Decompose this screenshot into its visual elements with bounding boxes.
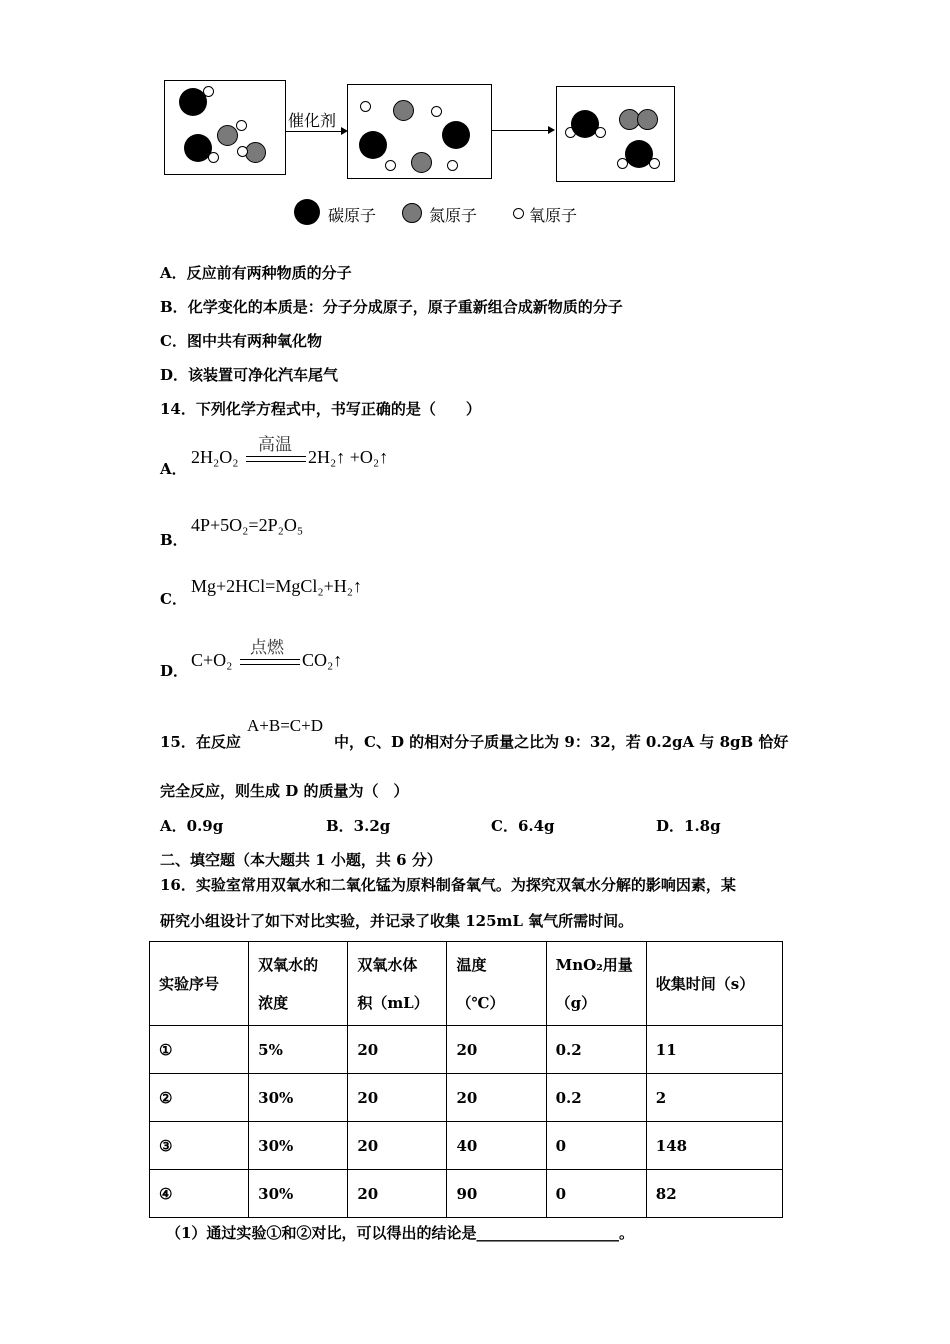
q14-option-a-letter: A． — [160, 460, 187, 478]
table-cell: 5% — [249, 1026, 348, 1074]
table-header-row — [150, 942, 783, 1026]
catalyst-label: 催化剂 — [288, 111, 337, 130]
legend-oxygen-label: 氧原子 — [529, 206, 578, 225]
table-cell: 20 — [447, 1074, 546, 1122]
q13-option-c: C．图中共有两种氧化物 — [160, 332, 322, 350]
section-heading: 二、填空题（本大题共 1 小题，共 6 分） — [160, 851, 442, 869]
table-cell: 90 — [447, 1170, 546, 1218]
q15-reaction: A+B=C+D — [247, 716, 323, 735]
table-cell: 20 — [447, 1026, 546, 1074]
table-row — [150, 1170, 783, 1218]
double-line — [246, 456, 306, 462]
q14-option-b-equation: 4P+5O₂=2P₂O₅ — [191, 515, 304, 535]
arrow-head-icon — [548, 126, 555, 134]
q13-option-b: B．化学变化的本质是：分子分成原子，原子重新组合成新物质的分子 — [160, 298, 623, 316]
table-cell: ① — [150, 1026, 249, 1074]
table-cell: 30% — [249, 1170, 348, 1218]
q15-option-a: A．0.9g — [160, 817, 224, 835]
table-cell: 20 — [348, 1026, 447, 1074]
q13-option-a: A．反应前有两种物质的分子 — [160, 264, 352, 282]
oxygen-atom — [236, 120, 247, 131]
q14-option-d-letter: D． — [160, 662, 189, 680]
header-cell: 双氧水体 积（mL） — [348, 942, 447, 1026]
q14-option-a-right: 2H₂↑ +O₂↑ — [308, 447, 389, 467]
oxygen-atom — [385, 160, 396, 171]
table-cell: 30% — [249, 1074, 348, 1122]
oxygen-atom — [649, 158, 660, 169]
table-cell: ③ — [150, 1122, 249, 1170]
q16-line2: 研究小组设计了如下对比实验，并记录了收集 125mL 氧气所需时间。 — [160, 912, 634, 930]
table-cell: 40 — [447, 1122, 546, 1170]
q15-post: 中，C、D 的相对分子质量之比为 9：32，若 0.2gA 与 8gB 恰好 — [334, 733, 789, 751]
table-cell: 0 — [546, 1170, 646, 1218]
q15-option-c: C．6.4g — [491, 817, 555, 835]
header-cell: 收集时间（s） — [646, 942, 782, 1026]
q14-option-d-left: C+O₂ — [191, 650, 233, 670]
oxygen-atom — [237, 146, 248, 157]
q15-line2: 完全反应，则生成 D 的质量为（ ） — [160, 782, 409, 800]
table-cell: 0 — [546, 1122, 646, 1170]
header-cell: 双氧水的 浓度 — [249, 942, 348, 1026]
q14-option-a-condition: 高温 — [258, 435, 292, 455]
table-row — [150, 1122, 783, 1170]
legend-carbon-icon — [294, 199, 320, 225]
legend-carbon-label: 碳原子 — [328, 206, 377, 225]
carbon-atom — [442, 121, 470, 149]
q14-option-c-equation: Mg+2HCl=MgCl₂+H₂↑ — [191, 576, 363, 596]
legend-nitrogen-icon — [402, 203, 422, 223]
product-box — [556, 86, 675, 182]
q14-option-c-letter: C． — [160, 590, 187, 608]
atoms-box — [347, 84, 492, 179]
q14-option-d-condition: 点燃 — [250, 638, 284, 658]
oxygen-atom — [447, 160, 458, 171]
oxygen-atom — [360, 101, 371, 112]
table-cell: ④ — [150, 1170, 249, 1218]
q14-option-d-right: CO₂↑ — [302, 650, 343, 670]
legend-nitrogen-label: 氮原子 — [429, 206, 478, 225]
nitrogen-atom — [245, 142, 266, 163]
header-cell: MnO₂用量 （g） — [546, 942, 646, 1026]
oxygen-atom — [203, 86, 214, 97]
nitrogen-atom — [217, 125, 238, 146]
carbon-atom — [359, 131, 387, 159]
q16-line1: 16．实验室常用双氧水和二氧化锰为原料制备氧气。为探究双氧水分解的影响因素，某 — [160, 876, 736, 894]
q14-stem: 14．下列化学方程式中，书写正确的是（ ） — [160, 400, 481, 418]
table-row — [150, 1026, 783, 1074]
table-cell: 0.2 — [546, 1074, 646, 1122]
table-cell: 2 — [646, 1074, 782, 1122]
header-cell: 温度 （℃） — [447, 942, 546, 1026]
q16-subquestion-1: （1）通过实验①和②对比，可以得出的结论是___________________。 — [166, 1224, 634, 1242]
q15-option-b: B．3.2g — [326, 817, 391, 835]
table-cell: 20 — [348, 1170, 447, 1218]
table-cell: 20 — [348, 1122, 447, 1170]
reactant-box — [164, 80, 286, 175]
table-cell: ② — [150, 1074, 249, 1122]
oxygen-atom — [208, 152, 219, 163]
table-cell: 82 — [646, 1170, 782, 1218]
table-row — [150, 1074, 783, 1122]
table-cell: 148 — [646, 1122, 782, 1170]
q14-option-b-letter: B． — [160, 531, 188, 549]
header-cell: 实验序号 — [150, 942, 249, 1026]
experiment-table — [149, 941, 783, 1218]
oxygen-atom — [431, 106, 442, 117]
arrow-line — [286, 131, 344, 132]
table-cell: 30% — [249, 1122, 348, 1170]
table-cell: 20 — [348, 1074, 447, 1122]
arrow-line — [492, 130, 550, 131]
q13-option-d: D．该装置可净化汽车尾气 — [160, 366, 339, 384]
oxygen-atom — [595, 127, 606, 138]
q15-pre: 15．在反应 — [160, 733, 241, 751]
q15-option-d: D．1.8g — [656, 817, 721, 835]
q14-option-a-left: 2H₂O₂ — [191, 447, 239, 467]
table-cell: 0.2 — [546, 1026, 646, 1074]
nitrogen-atom — [637, 109, 658, 130]
nitrogen-atom — [393, 100, 414, 121]
nitrogen-atom — [411, 152, 432, 173]
legend-oxygen-icon — [513, 208, 524, 219]
double-line — [240, 659, 300, 665]
table-cell: 11 — [646, 1026, 782, 1074]
